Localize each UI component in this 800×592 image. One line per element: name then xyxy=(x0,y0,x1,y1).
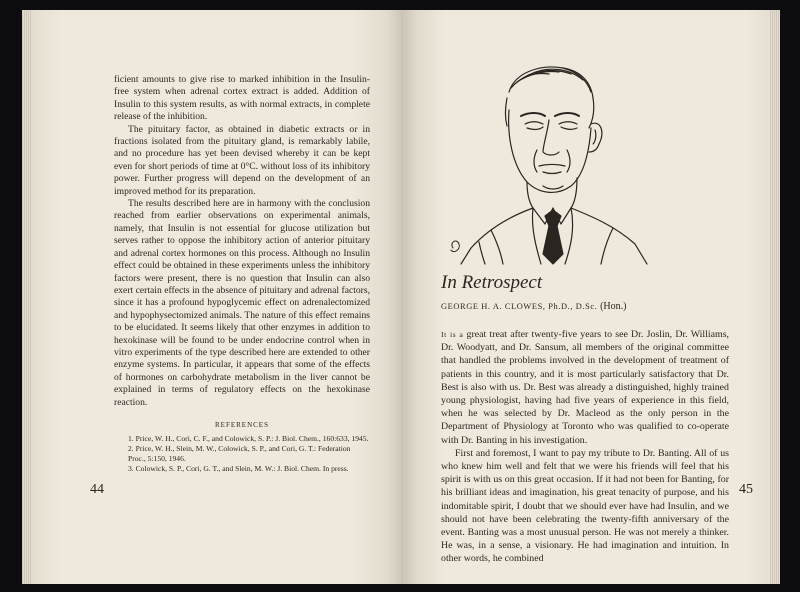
paragraph: The results described here are in harmony with the conclusion reached from earlier observations on experimental animals, namely, that Insulin is not essential for glucose utilization but serves rather to oppose the inhibitory action of anterior pituitary and adrenal cortex hormones on this process. Although no Insulin effect could be obtained in these experiments unless the inhibitory factors were present, there is no question that Insulin can also exert certain effects in the absence of pituitary and adrenal factors, since it has a profound hypoglycemic effect on adrenalectomized and hypophysectomized animals. The nature of this effect remains to be elucidated. It seems likely that other enzymes in addition to hexokinase will be found to be under endocrine control when in vitro experiments of the type described here are extended to other enzyme systems. In particular, it appears that some of the effects of hormones on carbohydrate metabolism in the liver cannot be explained in terms of regulatory effects on the hexokinase reaction. xyxy=(114,198,370,408)
portrait-illustration xyxy=(431,58,661,266)
right-page xyxy=(401,10,780,584)
book-spread xyxy=(22,10,780,584)
reference-item: 3. Colowick, S. P., Cori, G. T., and Slein, M. W.: J. Biol. Chem. In press. xyxy=(128,464,349,474)
page-number: 45 xyxy=(739,482,753,497)
author-name: GEORGE H. A. CLOWES, Ph.D., D.Sc. xyxy=(441,302,598,311)
reference-item: 1. Price, W. H., Cori, C. F., and Colowick, S. P.: J. Biol. Chem., 160:633, 1945. xyxy=(128,434,369,444)
page-number: 44 xyxy=(90,482,104,497)
references-heading: REFERENCES xyxy=(215,420,269,429)
paragraph xyxy=(441,328,729,447)
article-author xyxy=(441,301,626,312)
left-page-body xyxy=(114,74,370,474)
right-page-body xyxy=(441,328,729,566)
paragraph: ficient amounts to give rise to marked inhibition in the Insulin-free system when adrenal cortex extract is added. Addition of Insulin to this system results, as with normal extracts, in complete release of the inhibition. xyxy=(114,74,370,123)
paragraph-text: great treat after twenty-five years to see Dr. Joslin, Dr. Williams, Dr. Woodyatt, and Dr. Sansum, all members of the original committee that handled the problems involved in the development of treatment of patients in this country, and it is most particularly satisfactory that Dr. Best is also with us. Dr. Best was already a distinguished, highly trained young physiologist, having had five years of experience in this field, when he was selected by Dr. Macleod as the only person in the Department of Physiology at Toronto who was qualified to co-operate with Dr. Banting in his investigation. xyxy=(441,329,729,446)
paragraph: The pituitary factor, as obtained in diabetic extracts or in fractions isolated from the pituitary gland, is remarkably labile, and no procedure has yet been devised whereby it can be kept even for short periods of time at 0°C. without loss of its inhibitory power. Further progress will depend on the development of an improved method for its preparation. xyxy=(114,123,370,197)
left-page xyxy=(22,10,401,584)
paragraph: First and foremost, I want to pay my tribute to Dr. Banting. All of us who knew him well and felt that we were his friends will feel that his spirit is with us on this great occasion. If it had not been for Banting, for his brilliant ideas and imagination, his great tenacity of purpose, and his indomitable spirit, I doubt that we should ever have had Insulin, and we should not have been celebrating the twenty-fifth anniversary of the event. Banting was a most unusual person. He was not merely a thinker. He was, in a sense, a visionary. He had imagination and intuition. In other words, he combined xyxy=(441,447,729,565)
author-suffix: (Hon.) xyxy=(600,301,627,312)
left-page-edge xyxy=(22,10,32,584)
reference-item: 2. Price, W. H., Slein, M. W., Colowick, S. P., and Cori, G. T.: Federation Proc., 5:150, 1946. xyxy=(128,444,351,464)
right-page-edge xyxy=(770,10,780,584)
article-title: In Retrospect xyxy=(441,272,543,293)
opening-smallcaps: It is a xyxy=(441,330,464,339)
